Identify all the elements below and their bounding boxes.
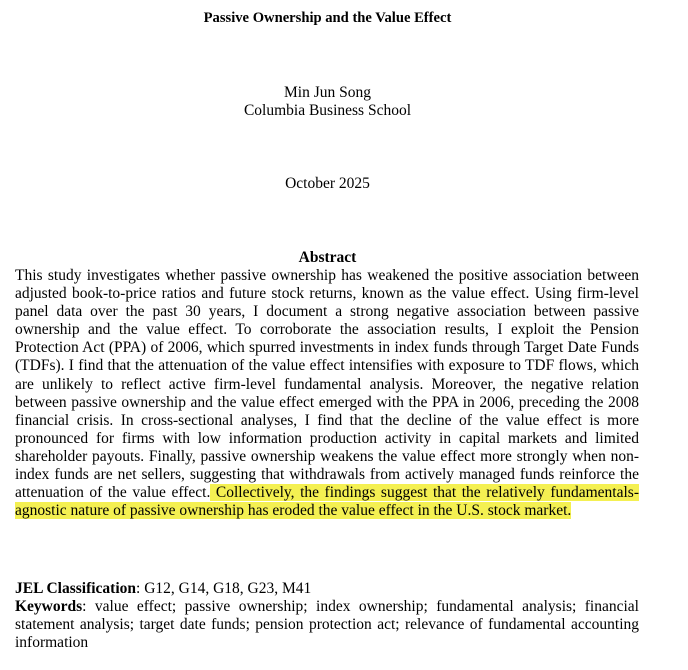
keywords-value: : value effect; passive ownership; index ownership; fundamental analysis; financial statement analysis; target date funds; pension protection act; relevance of fundamental accounting information <box>15 598 639 651</box>
author-name: Min Jun Song <box>284 84 371 101</box>
jel-label: JEL Classification <box>15 580 137 597</box>
paper-title: Passive Ownership and the Value Effect <box>203 10 452 26</box>
abstract-text: This study investigates whether passive ownership has weakened the positive association between adjusted book-to-price ratios and future stock returns, known as the value effect. Using firm-level panel data over the past 30 years, I document a strong negative association between passive ownership and the value effect. To corroborate the association results, I exploit the Pension Protection Act (PPA) of 2006, which spurred investments in index funds through Target Date Funds (TDFs). I find that the attenuation of the value effect intensifies with exposure to TDF flows, which are unlikely to reflect active firm-level fundamental analysis. Moreover, the negative relation between passive ownership and the value effect emerged with the PPA in 2006, preceding the 2008 financial crisis. In cross-sectional analyses, I find that the decline of the value effect is more pronounced for firms with low information production activity in capital markets and limited shareholder payouts. Finally, passive ownership weakens the value effect more strongly when non-index funds are net sellers, suggesting that withdrawals from actively managed funds reinforce the attenuation of the value effect. <box>15 267 639 502</box>
paper-date: October 2025 <box>285 175 370 192</box>
jel-classification <box>15 580 639 598</box>
abstract-heading: Abstract <box>298 249 357 266</box>
keywords <box>15 598 639 652</box>
abstract-highlighted-text: Collectively, the findings suggest that the relatively fundamentals-agnostic nature of passive ownership has eroded the value effect in the U.S. stock market. <box>15 484 639 520</box>
abstract-body <box>15 267 639 520</box>
author-affiliation: Columbia Business School <box>243 102 412 119</box>
jel-value: : G12, G14, G18, G23, M41 <box>136 580 312 597</box>
keywords-label: Keywords <box>15 598 83 615</box>
